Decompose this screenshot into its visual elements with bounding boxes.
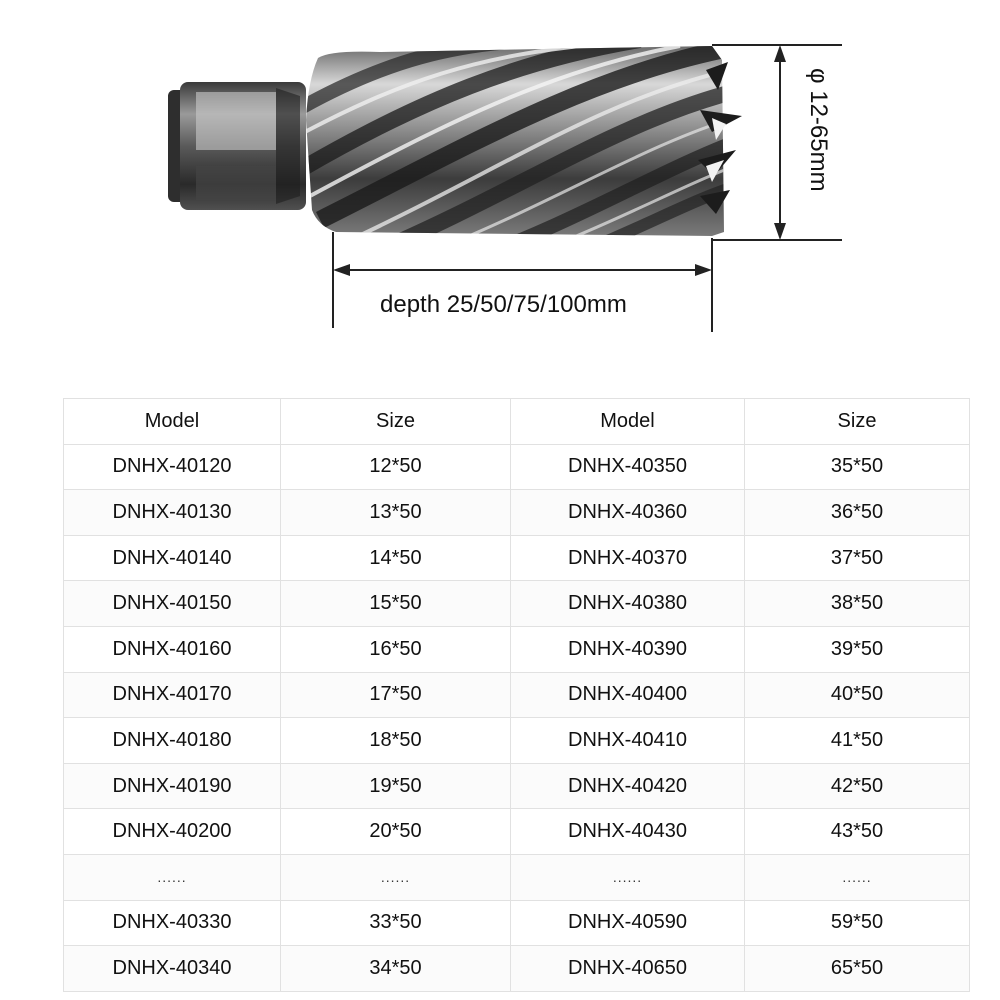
table-row [64,672,970,718]
size-cell: 41*50 [745,718,970,764]
model-cell: DNHX-40390 [511,626,745,672]
model-cell: DNHX-40180 [64,718,281,764]
size-cell: 20*50 [281,809,511,855]
size-cell: 14*50 [281,535,511,581]
header-model-2: Model [511,399,745,445]
size-cell: ...... [745,854,970,900]
model-cell: DNHX-40350 [511,444,745,490]
model-cell: DNHX-40380 [511,581,745,627]
model-cell: DNHX-40430 [511,809,745,855]
table-row [64,900,970,946]
model-cell: DNHX-40160 [64,626,281,672]
size-cell: 18*50 [281,718,511,764]
model-cell: DNHX-40190 [64,763,281,809]
size-cell: 15*50 [281,581,511,627]
table-row [64,581,970,627]
model-cell: ...... [511,854,745,900]
model-cell: DNHX-40140 [64,535,281,581]
table-row [64,763,970,809]
size-cell: 40*50 [745,672,970,718]
model-cell: DNHX-40410 [511,718,745,764]
table-row [64,444,970,490]
size-cell: 42*50 [745,763,970,809]
size-cell: 38*50 [745,581,970,627]
table-row [64,854,970,900]
model-cell: DNHX-40170 [64,672,281,718]
size-cell: 16*50 [281,626,511,672]
size-cell: 33*50 [281,900,511,946]
size-cell: 65*50 [745,946,970,992]
size-cell: 39*50 [745,626,970,672]
table-header-row [64,399,970,445]
shank [168,82,306,210]
model-cell: DNHX-40130 [64,490,281,536]
model-cell: DNHX-40650 [511,946,745,992]
model-cell: DNHX-40340 [64,946,281,992]
table-row [64,809,970,855]
table-row [64,490,970,536]
model-cell: ...... [64,854,281,900]
model-cell: DNHX-40330 [64,900,281,946]
table-row [64,535,970,581]
size-cell: 34*50 [281,946,511,992]
size-cell: 19*50 [281,763,511,809]
model-cell: DNHX-40590 [511,900,745,946]
model-cell: DNHX-40200 [64,809,281,855]
model-cell: DNHX-40420 [511,763,745,809]
size-cell: 37*50 [745,535,970,581]
model-cell: DNHX-40370 [511,535,745,581]
depth-label: depth 25/50/75/100mm [380,291,627,318]
model-cell: DNHX-40120 [64,444,281,490]
table-row [64,946,970,992]
header-size-1: Size [281,399,511,445]
size-cell: 59*50 [745,900,970,946]
size-cell: 17*50 [281,672,511,718]
model-cell: DNHX-40400 [511,672,745,718]
table-row [64,626,970,672]
size-cell: 35*50 [745,444,970,490]
model-cell: DNHX-40150 [64,581,281,627]
size-cell: 36*50 [745,490,970,536]
size-cell: 43*50 [745,809,970,855]
cutter-body [280,40,742,262]
spec-table [63,398,970,992]
size-cell: 13*50 [281,490,511,536]
header-model-1: Model [64,399,281,445]
size-cell: ...... [281,854,511,900]
table-body [64,444,970,991]
header-size-2: Size [745,399,970,445]
size-cell: 12*50 [281,444,511,490]
diameter-label: φ 12-65mm [805,68,832,192]
table-row [64,718,970,764]
model-cell: DNHX-40360 [511,490,745,536]
